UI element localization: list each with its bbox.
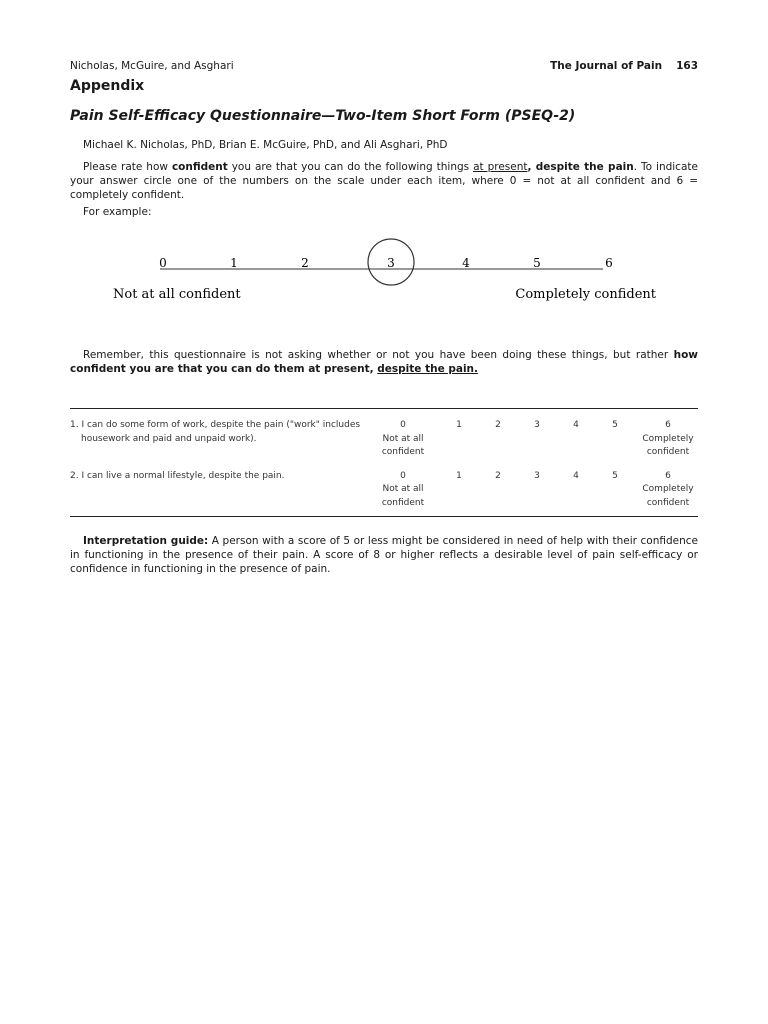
item-2-line-1: 2. I can live a normal lifestyle, despite the pain. (70, 470, 285, 481)
instructions-text-1: Please rate how (83, 161, 172, 173)
option-number: 0 (400, 470, 406, 481)
scale-number-6: 6 (605, 256, 613, 270)
running-header-journal (550, 60, 698, 72)
item-2-option-6[interactable] (638, 470, 698, 517)
instructions-text-3: . To indicate your answer circle one of the numbers on the scale under each item, where 0 = not at all confident and 6 = completely confident. (70, 161, 698, 201)
instructions-despite-the-pain: despite the pain (535, 161, 634, 173)
page-number: 163 (676, 60, 698, 72)
example-label: For example: (83, 206, 152, 218)
interpretation-paragraph (70, 534, 698, 576)
running-header (70, 60, 698, 74)
running-header-authors: Nicholas, McGuire, and Asghari (70, 60, 234, 72)
instructions-comma: , (527, 161, 536, 173)
scale-number-1: 1 (230, 256, 238, 270)
scale-number-2: 2 (301, 256, 309, 270)
item-1-line-2: housework and paid and unpaid work). (81, 433, 257, 444)
item-1-option-5[interactable]: 5 (612, 420, 618, 430)
reminder-text: Remember, this questionnaire is not asking whether or not you have been doing these things, but rather (83, 349, 674, 361)
low-label-line-1: Not at all (382, 433, 424, 444)
scale-number-5: 5 (533, 256, 541, 270)
high-label-line-2: confident (646, 497, 690, 508)
interpretation-label: Interpretation guide: (83, 535, 209, 547)
scale-right-anchor: Completely confident (515, 287, 656, 302)
high-label-line-1: Completely (642, 433, 694, 444)
authors-line: Michael K. Nicholas, PhD, Brian E. McGuire, PhD, and Ali Asghari, PhD (83, 139, 448, 151)
option-number: 0 (400, 420, 406, 430)
high-label-line-2: confident (646, 447, 690, 457)
questionnaire-title: Pain Self-Efficacy Questionnaire—Two-Item Short Form (PSEQ-2) (70, 108, 576, 124)
scale-number-4: 4 (462, 256, 470, 270)
scale-left-anchor: Not at all confident (113, 287, 241, 302)
items-table (70, 408, 698, 517)
low-label-line-2: confident (381, 447, 425, 457)
reminder-bold-underlined: despite the pain. (377, 363, 479, 375)
item-1-line-1: 1. I can do some form of work, despite the pain ("work" includes (70, 420, 361, 430)
item-1-option-4[interactable]: 4 (573, 420, 579, 430)
instructions-confident: confident (171, 161, 228, 173)
item-1-option-2[interactable]: 2 (495, 420, 501, 430)
item-2-option-4[interactable]: 4 (573, 470, 579, 481)
instructions-paragraph (70, 160, 698, 202)
option-number: 6 (665, 470, 671, 481)
item-1-text (70, 409, 370, 470)
item-2-option-1[interactable]: 1 (456, 470, 462, 481)
scale-number-3: 3 (387, 256, 395, 270)
item-2-option-3[interactable]: 3 (534, 470, 540, 481)
item-2-option-0[interactable] (370, 470, 436, 517)
high-label-line-1: Completely (642, 484, 694, 494)
item-2-option-5[interactable]: 5 (612, 470, 618, 481)
interpretation-text: A person with a score of 5 or less might be considered in need of help with their confidence in functioning in the presence of their pain. A score of 8 or higher reflects a desirable level of pain self-efficacy or confidence in functioning in the presence of pain. (70, 535, 698, 575)
item-2-text (70, 470, 370, 517)
option-number: 6 (665, 420, 671, 430)
low-label-line-2: confident (381, 497, 425, 508)
appendix-heading: Appendix (70, 78, 145, 94)
item-1-option-0[interactable] (370, 409, 436, 470)
item-2-option-2[interactable]: 2 (495, 470, 501, 481)
item-1-option-1[interactable]: 1 (456, 420, 462, 430)
journal-name: The Journal of Pain (550, 60, 663, 72)
item-1-option-6[interactable] (638, 409, 698, 470)
low-label-line-1: Not at all (382, 484, 424, 494)
example-scale (70, 230, 698, 310)
instructions-at-present: at present (473, 161, 528, 173)
item-1-option-3[interactable]: 3 (534, 420, 540, 430)
table-row (70, 409, 698, 470)
reminder-paragraph (70, 348, 698, 376)
scale-number-0: 0 (159, 256, 167, 270)
table-row (70, 470, 698, 517)
reminder-bold: how confident you are that you can do them at present, (70, 349, 698, 375)
instructions-text-2: you are that you can do the following things (227, 161, 474, 173)
